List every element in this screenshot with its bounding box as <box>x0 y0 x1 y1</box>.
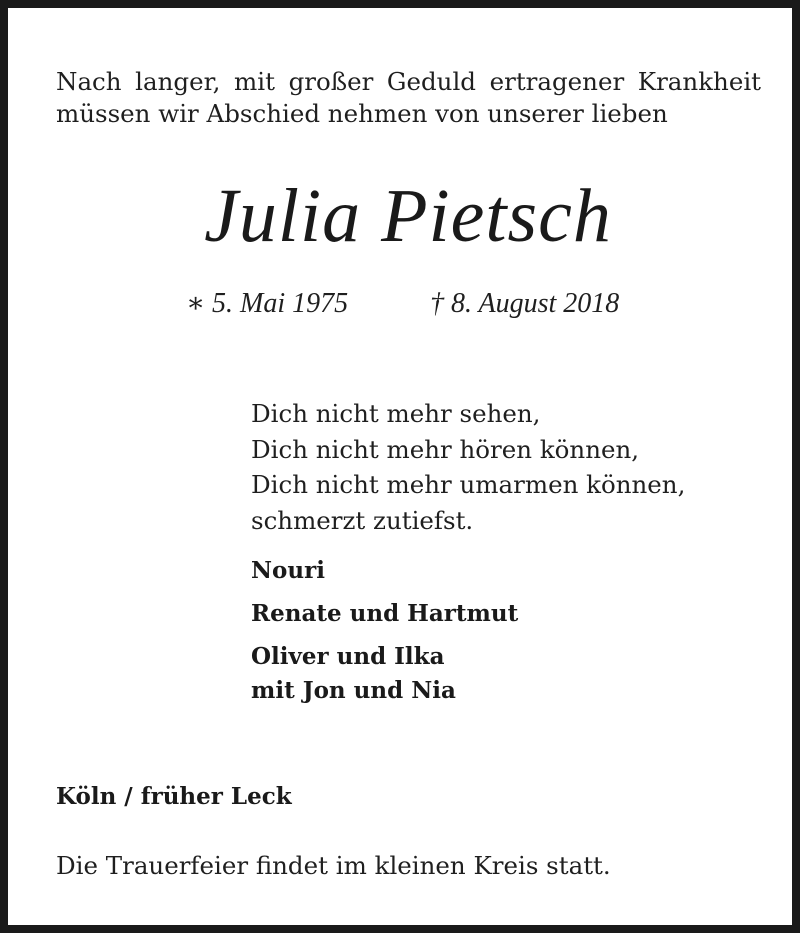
funeral-notice: Die Trauerfeier findet im kleinen Kreis statt. <box>56 851 611 880</box>
poem-line: Dich nicht mehr hören können, <box>251 434 640 464</box>
intro-text <box>56 66 761 130</box>
deceased-name: Julia Pietsch <box>204 174 612 258</box>
mourner-group <box>251 554 518 588</box>
poem-line: Dich nicht mehr umarmen können, <box>251 470 686 499</box>
poem-line: Dich nicht mehr sehen, <box>251 399 541 428</box>
poem-line: schmerzt zutiefst. <box>251 505 474 535</box>
intro-line-2: müssen wir Abschied nehmen von unserer lieben <box>56 99 668 128</box>
intro-line-1: Nach langer, mit großer Geduld ertragener Krankheit <box>56 67 761 96</box>
birth-date: ∗ 5. Mai 1975 <box>186 288 349 319</box>
mourner-name: Nouri <box>251 557 325 584</box>
place: Köln / früher Leck <box>56 783 292 810</box>
mourner-name: mit Jon und Nia <box>251 677 456 704</box>
mourner-group <box>251 640 518 708</box>
mourner-group <box>251 597 518 631</box>
mourner-name: Oliver und Ilka <box>251 643 445 670</box>
poem <box>251 396 685 538</box>
mourners-list <box>251 554 518 717</box>
mourner-name: Renate und Hartmut <box>251 600 519 627</box>
death-date: † 8. August 2018 <box>430 288 620 319</box>
